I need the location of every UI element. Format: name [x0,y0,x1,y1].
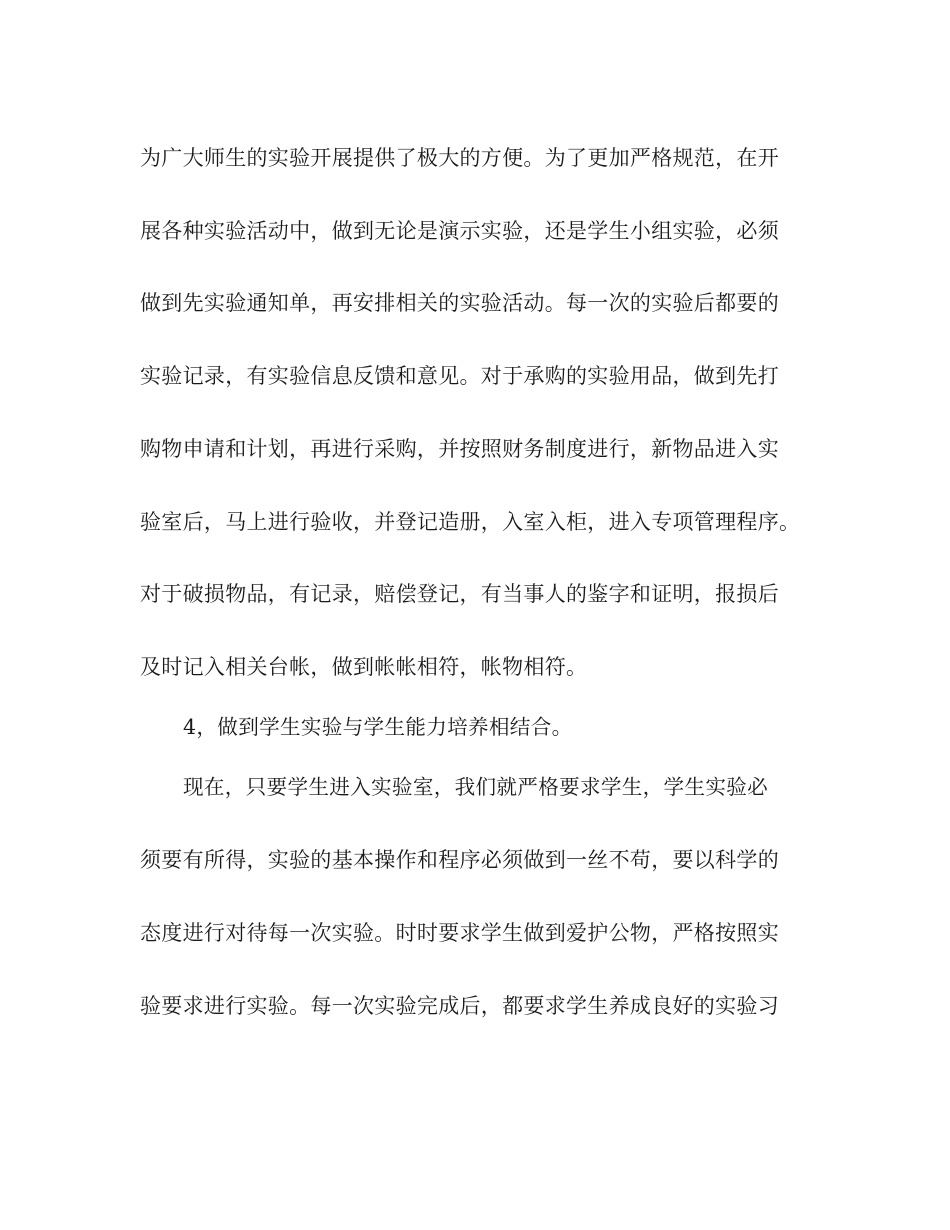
text-line-5: 购物申请和计划，再进行采购，并按照财务制度进行，新物品进入实 [140,437,779,461]
text-line-6: 验室后，马上进行验收，并登记造册，入室入柜，进入专项管理程序。 [140,510,801,534]
text-line-2: 展各种实验活动中，做到无论是演示实验，还是学生小组实验，必须 [140,219,779,243]
text-line-12: 态度进行对待每一次实验。时时要求学生做到爱护公物，严格按照实 [140,921,779,945]
text-line-13: 验要求进行实验。每一次实验完成后，都要求学生养成良好的实验习 [140,994,779,1018]
text-line-4: 实验记录，有实验信息反馈和意见。对于承购的实验用品，做到先打 [140,364,779,388]
text-line-3: 做到先实验通知单，再安排相关的实验活动。每一次的实验后都要的 [140,291,779,315]
text-line-7: 对于破损物品，有记录，赔偿登记，有当事人的鉴字和证明，报损后 [140,582,779,606]
text-line-10: 现在，只要学生进入实验室，我们就严格要求学生，学生实验必 [183,775,769,799]
section-heading: 4，做到学生实验与学生能力培养相结合。 [183,715,573,739]
text-line-8: 及时记入相关台帐，做到帐帐相符，帐物相符。 [140,655,588,679]
text-line-11: 须要有所得，实验的基本操作和程序必须做到一丝不苟，要以科学的 [140,848,779,872]
text-line-1: 为广大师生的实验开展提供了极大的方便。为了更加严格规范，在开 [140,146,779,170]
